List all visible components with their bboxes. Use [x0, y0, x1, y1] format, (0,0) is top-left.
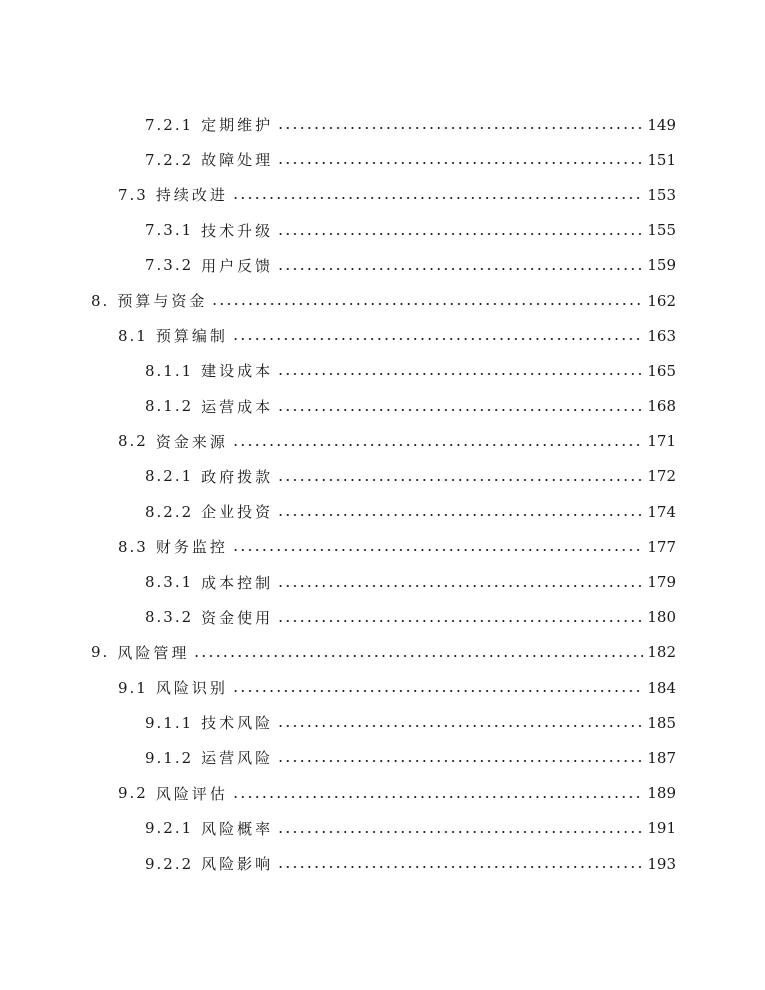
toc-dot-leader [277, 715, 643, 730]
toc-dot-leader [193, 645, 643, 660]
toc-entry-title: 风险评估 [155, 784, 228, 803]
toc-entry[interactable] [0, 177, 765, 212]
toc-entry-title: 财务监控 [155, 538, 228, 557]
toc-entry-page-number: 185 [647, 713, 676, 732]
toc-entry-title: 建设成本 [201, 362, 274, 381]
toc-entry-title: 政府拨款 [201, 467, 274, 486]
toc-entry[interactable] [0, 811, 765, 846]
toc-entry[interactable] [0, 529, 765, 564]
toc-entry-title: 风险管理 [117, 643, 190, 662]
toc-dot-leader [232, 786, 643, 801]
toc-entry-number: 8.2.1 [145, 467, 194, 486]
toc-dot-leader [277, 856, 643, 871]
toc-entry[interactable] [0, 740, 765, 775]
toc-entry-page-number: 189 [647, 784, 676, 803]
toc-entry[interactable] [0, 776, 765, 811]
toc-entry-number: 8.1.1 [145, 361, 194, 380]
toc-entry-title: 风险概率 [201, 819, 274, 838]
toc-entry-page-number: 172 [647, 467, 676, 486]
toc-entry-page-number: 171 [647, 432, 676, 451]
toc-entry-number: 8.1 [118, 326, 148, 345]
toc-entry-title: 用户反馈 [201, 256, 274, 275]
toc-entry[interactable] [0, 600, 765, 635]
toc-dot-leader [232, 328, 643, 343]
toc-dot-leader [277, 363, 643, 378]
toc-entry-title: 资金来源 [155, 432, 228, 451]
toc-entry-page-number: 151 [647, 150, 676, 169]
toc-entry[interactable] [0, 142, 765, 177]
toc-dot-leader [232, 539, 643, 554]
toc-entry-page-number: 182 [647, 643, 676, 662]
toc-dot-leader [277, 223, 643, 238]
toc-entry[interactable] [0, 705, 765, 740]
toc-entry-title: 运营成本 [201, 397, 274, 416]
toc-dot-leader [232, 434, 643, 449]
toc-entry-title: 风险影响 [201, 855, 274, 874]
toc-entry[interactable] [0, 635, 765, 670]
toc-entry-title: 定期维护 [201, 116, 274, 135]
toc-entry-page-number: 149 [647, 115, 676, 134]
toc-entry-number: 8.3.2 [145, 608, 194, 627]
toc-entry-number: 9.2.1 [145, 819, 194, 838]
toc-dot-leader [211, 293, 643, 308]
toc-entry-title: 故障处理 [201, 151, 274, 170]
toc-dot-leader [277, 152, 643, 167]
toc-entry-number: 7.2.2 [145, 150, 194, 169]
toc-entry-number: 9.1 [118, 678, 148, 697]
toc-entry-title: 持续改进 [155, 186, 228, 205]
toc-entry[interactable] [0, 389, 765, 424]
toc-entry[interactable] [0, 846, 765, 881]
toc-entry-page-number: 177 [647, 537, 676, 556]
toc-entry-title: 风险识别 [155, 679, 228, 698]
toc-entry-number: 8.2.2 [145, 502, 194, 521]
toc-entry-page-number: 168 [647, 397, 676, 416]
toc-entry-page-number: 162 [647, 291, 676, 310]
toc-entry[interactable] [0, 248, 765, 283]
toc-entry-page-number: 165 [647, 361, 676, 380]
toc-entry-number: 7.3.1 [145, 221, 194, 240]
toc-entry-number: 7.2.1 [145, 115, 194, 134]
toc-entry-page-number: 163 [647, 326, 676, 345]
toc-dot-leader [277, 575, 643, 590]
toc-entry[interactable] [0, 213, 765, 248]
toc-entry[interactable] [0, 459, 765, 494]
toc-entry-page-number: 174 [647, 502, 676, 521]
table-of-contents [0, 107, 765, 881]
toc-entry-title: 预算与资金 [117, 292, 208, 311]
toc-entry[interactable] [0, 424, 765, 459]
toc-entry-title: 资金使用 [201, 608, 274, 627]
toc-entry-page-number: 193 [647, 854, 676, 873]
toc-entry-title: 运营风险 [201, 749, 274, 768]
toc-dot-leader [232, 187, 643, 202]
toc-entry-number: 8.1.2 [145, 397, 194, 416]
toc-entry[interactable] [0, 283, 765, 318]
toc-entry-title: 技术升级 [201, 221, 274, 240]
toc-entry-page-number: 180 [647, 608, 676, 627]
toc-dot-leader [277, 610, 643, 625]
toc-dot-leader [277, 750, 643, 765]
toc-entry-number: 9.2 [118, 784, 148, 803]
toc-entry-page-number: 155 [647, 221, 676, 240]
toc-entry-number: 9.1.1 [145, 713, 194, 732]
toc-entry[interactable] [0, 564, 765, 599]
toc-entry-page-number: 187 [647, 748, 676, 767]
toc-entry-title: 技术风险 [201, 714, 274, 733]
toc-dot-leader [277, 399, 643, 414]
toc-dot-leader [277, 258, 643, 273]
toc-dot-leader [277, 469, 643, 484]
toc-dot-leader [277, 117, 643, 132]
toc-entry-number: 9. [91, 643, 110, 662]
toc-entry-title: 成本控制 [201, 573, 274, 592]
toc-entry-number: 9.2.2 [145, 854, 194, 873]
toc-entry-number: 8.2 [118, 432, 148, 451]
toc-entry-page-number: 159 [647, 256, 676, 275]
toc-entry-page-number: 179 [647, 573, 676, 592]
toc-entry-number: 7.3.2 [145, 256, 194, 275]
toc-entry-title: 企业投资 [201, 503, 274, 522]
toc-entry-number: 8. [91, 291, 110, 310]
toc-entry-page-number: 153 [647, 185, 676, 204]
toc-entry[interactable] [0, 670, 765, 705]
toc-entry[interactable] [0, 494, 765, 529]
toc-entry-number: 8.3 [118, 537, 148, 556]
toc-dot-leader [277, 821, 643, 836]
toc-dot-leader [232, 680, 643, 695]
toc-entry[interactable] [0, 318, 765, 353]
toc-entry[interactable] [0, 107, 765, 142]
toc-entry-number: 7.3 [118, 185, 148, 204]
toc-entry-number: 8.3.1 [145, 573, 194, 592]
toc-entry[interactable] [0, 353, 765, 388]
toc-entry-number: 9.1.2 [145, 748, 194, 767]
toc-entry-page-number: 191 [647, 819, 676, 838]
toc-entry-page-number: 184 [647, 678, 676, 697]
toc-entry-title: 预算编制 [155, 327, 228, 346]
toc-dot-leader [277, 504, 643, 519]
